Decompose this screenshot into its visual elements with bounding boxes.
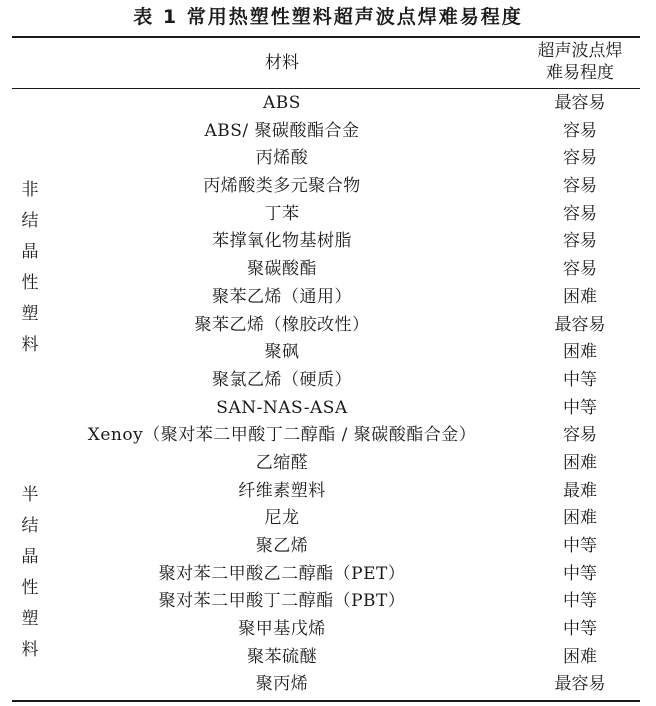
category-char: 结: [21, 211, 39, 231]
difficulty-cell: 最难: [563, 480, 597, 501]
difficulty-cell: 困难: [563, 452, 597, 473]
table-row: [0, 588, 656, 616]
table-row: [0, 118, 656, 146]
table-row: [0, 422, 656, 450]
difficulty-cell: 最容易: [554, 314, 606, 335]
difficulty-cell: 中等: [563, 619, 597, 640]
table-row: [0, 312, 656, 340]
material-cell: 聚苯乙烯（橡胶改性）: [194, 314, 370, 335]
table-row: [0, 478, 656, 506]
material-cell: 聚丙烯: [255, 674, 309, 695]
header-difficulty-line2: 难易程度: [546, 63, 614, 83]
header-rule: [12, 88, 640, 89]
table-row: [0, 367, 656, 395]
material-cell: 聚苯硫醚: [247, 646, 317, 667]
table-row: [0, 145, 656, 173]
table-row: [0, 395, 656, 423]
table-row: [0, 284, 656, 312]
table-row: [0, 616, 656, 644]
table-row: [0, 533, 656, 561]
material-cell: 尼龙: [264, 508, 300, 529]
bottom-rule: [12, 700, 640, 702]
material-cell: 丙烯酸: [255, 148, 309, 169]
material-cell: 聚对苯二甲酸丁二醇酯（PBT）: [158, 591, 406, 612]
table-row: [0, 256, 656, 284]
material-cell: 聚碳酸酯: [247, 259, 317, 280]
material-cell: ABS/ 聚碳酸酯合金: [204, 120, 360, 141]
material-cell: 聚砜: [264, 342, 300, 363]
material-cell: 苯撑氧化物基树脂: [212, 231, 352, 252]
difficulty-cell: 困难: [563, 646, 597, 667]
material-cell: SAN-NAS-ASA: [216, 397, 348, 418]
header-difficulty-line1: 超声波点焊: [537, 41, 623, 61]
category-char: 晶: [21, 242, 39, 262]
difficulty-cell: 容易: [563, 148, 597, 169]
top-rule: [12, 36, 640, 38]
difficulty-cell: 中等: [563, 591, 597, 612]
difficulty-cell: 最容易: [554, 674, 606, 695]
table-row: [0, 671, 656, 699]
table-row: [0, 450, 656, 478]
category-char: 塑: [21, 609, 39, 629]
category-char: 塑: [21, 304, 39, 324]
material-cell: 聚氯乙烯（硬质）: [212, 369, 352, 390]
category-char: 非: [21, 180, 39, 200]
table-row: [0, 339, 656, 367]
material-cell: 聚乙烯: [255, 536, 309, 556]
material-cell: 聚甲基戊烯: [238, 619, 326, 640]
difficulty-cell: 容易: [563, 120, 597, 141]
table-row: [0, 228, 656, 256]
table-row: [0, 90, 656, 118]
difficulty-cell: 中等: [563, 563, 597, 584]
difficulty-cell: 困难: [563, 286, 597, 307]
table-title: 表 1 常用热塑性塑料超声波点焊难易程度: [133, 6, 523, 28]
material-cell: Xenoy（聚对苯二甲酸丁二醇酯 / 聚碳酸酯合金）: [87, 425, 477, 446]
category-char: 料: [21, 640, 39, 660]
table-row: [0, 644, 656, 672]
table-row: [0, 505, 656, 533]
table-row: [0, 201, 656, 229]
material-cell: 丁苯: [264, 203, 300, 224]
category-char: 料: [21, 335, 39, 355]
difficulty-cell: 容易: [563, 425, 597, 446]
material-cell: ABS: [263, 93, 301, 113]
category-char: 性: [21, 578, 39, 598]
header-material: 材料: [265, 53, 299, 73]
category-char: 性: [21, 273, 39, 293]
difficulty-cell: 最容易: [554, 93, 606, 113]
difficulty-cell: 容易: [563, 203, 597, 224]
category-char: 结: [21, 516, 39, 536]
difficulty-cell: 中等: [563, 397, 597, 418]
material-cell: 丙烯酸类多元聚合物: [203, 176, 361, 197]
table-row: [0, 561, 656, 589]
difficulty-cell: 中等: [563, 536, 597, 556]
difficulty-cell: 困难: [563, 508, 597, 529]
difficulty-cell: 容易: [563, 231, 597, 252]
table-row: [0, 173, 656, 201]
category-char: 半: [21, 485, 39, 505]
material-cell: 乙缩醛: [255, 452, 309, 473]
header-difficulty: [520, 40, 640, 84]
difficulty-cell: 容易: [563, 176, 597, 197]
table-body: [0, 90, 656, 699]
material-cell: 聚对苯二甲酸乙二醇酯（PET）: [158, 563, 406, 584]
material-cell: 纤维素塑料: [238, 480, 326, 501]
difficulty-cell: 中等: [563, 369, 597, 390]
difficulty-cell: 困难: [563, 342, 597, 363]
difficulty-cell: 容易: [563, 259, 597, 280]
material-cell: 聚苯乙烯（通用）: [212, 286, 352, 307]
category-char: 晶: [21, 547, 39, 567]
